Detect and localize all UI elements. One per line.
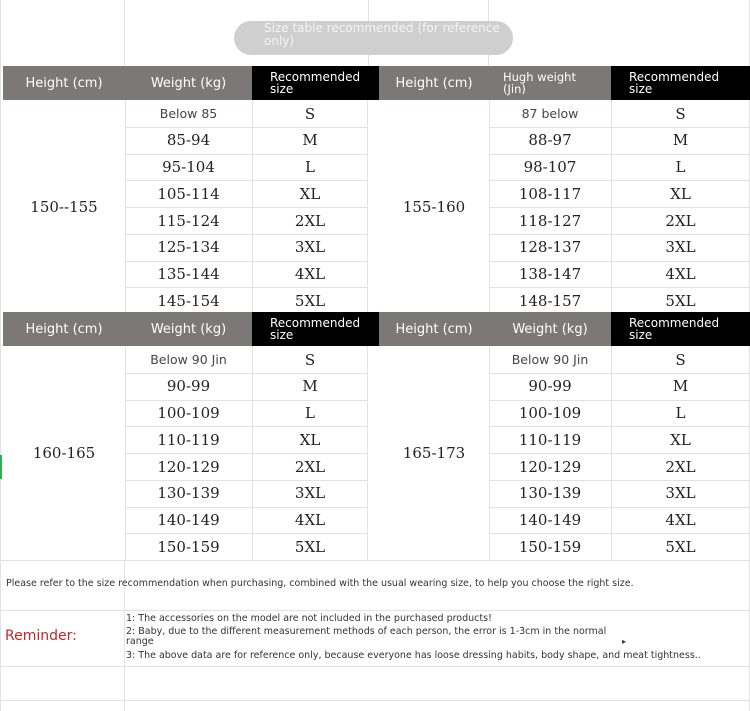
weight-cell: 115-124 — [157, 211, 220, 230]
size-cell: XL — [670, 184, 691, 203]
size-cell: 5XL — [665, 291, 696, 310]
weight-cell: 125-134 — [157, 238, 220, 257]
header-weight — [489, 66, 625, 100]
header-height: Height (cm) — [3, 66, 125, 100]
weight-cell: Below 90 Jin — [511, 352, 589, 367]
weight-cell: 110-119 — [157, 430, 220, 449]
height-range: 155-160 — [402, 198, 466, 216]
size-cell: 3XL — [294, 484, 326, 503]
height-range: 160-165 — [32, 444, 96, 462]
weight-cell: 87 below — [521, 106, 579, 121]
size-cell: S — [304, 104, 316, 123]
weight-cell: 88-97 — [528, 131, 572, 150]
weight-cell: 130-139 — [518, 484, 582, 503]
page-grid-line — [124, 0, 125, 66]
size-cell: 2XL — [665, 457, 696, 476]
weight-cell: 120-129 — [518, 457, 582, 476]
cursor-arrow-icon: ▸ — [622, 637, 627, 646]
weight-cell: 140-149 — [157, 511, 220, 529]
reminder-item-3: 3: The above data are for reference only, because everyone has loose dressing habits, body shape, and meat tightness.. — [126, 650, 701, 661]
weight-cell: Below 90 Jin — [150, 352, 227, 367]
weight-cell: 120-129 — [157, 457, 220, 476]
header-size-text: Recommended size — [629, 70, 720, 96]
size-cell: 5XL — [294, 537, 326, 556]
size-cell: 3XL — [665, 484, 696, 503]
weight-cell: 110-119 — [518, 430, 582, 449]
header-size-text: Recommended size — [270, 316, 361, 342]
weight-cell: 148-157 — [518, 291, 582, 310]
weight-cell: Below 85 — [159, 106, 218, 121]
weight-cell: 118-127 — [518, 211, 582, 230]
weight-cell: 130-139 — [157, 484, 220, 503]
header-height: Height (cm) — [3, 312, 125, 346]
size-cell: L — [305, 158, 315, 176]
size-cell: 2XL — [294, 211, 326, 230]
size-note: Please refer to the size recommendation when purchasing, combined with the usual wearing size, to help you choose the right size. — [6, 578, 634, 589]
header-recommended-size — [611, 66, 750, 100]
size-cell: 4XL — [665, 511, 696, 529]
header-recommended-size — [252, 312, 386, 346]
page-grid-line — [0, 0, 1, 711]
size-cell: L — [675, 404, 686, 422]
weight-cell: 150-159 — [518, 537, 582, 556]
weight-cell: 150-159 — [157, 537, 220, 556]
weight-cell: 105-114 — [157, 184, 220, 203]
size-cell: S — [675, 350, 686, 369]
size-cell: L — [675, 158, 686, 176]
size-cell: XL — [670, 430, 691, 449]
reminder-item-1: 1: The accessories on the model are not included in the purchased products! — [126, 613, 492, 624]
header-height: Height (cm) — [379, 66, 489, 100]
height-range: 165-173 — [402, 444, 466, 462]
size-cell: M — [672, 377, 689, 396]
weight-cell: 108-117 — [518, 184, 582, 203]
page-grid-line — [0, 610, 750, 611]
page-title: Size table recommended (for reference only) — [264, 21, 500, 48]
reminder-item-2: 2: Baby, due to the different measurement methods of each person, the error is 1-3cm in the normal range — [126, 626, 607, 647]
size-cell: 5XL — [294, 291, 326, 310]
weight-cell: 90-99 — [166, 377, 211, 396]
header-weight: Weight (kg) — [489, 312, 611, 346]
size-cell: 2XL — [294, 457, 326, 476]
weight-cell: 145-154 — [157, 291, 220, 310]
size-cell: 2XL — [665, 211, 696, 230]
size-cell: 4XL — [294, 511, 326, 529]
header-size-text: Recommended size — [629, 316, 720, 342]
weight-cell: 138-147 — [518, 265, 582, 283]
weight-cell: 128-137 — [518, 238, 582, 257]
size-cell: M — [672, 131, 689, 150]
height-range: 150--155 — [30, 198, 98, 216]
size-cell: 4XL — [665, 265, 696, 283]
weight-cell: 135-144 — [157, 265, 220, 283]
title-pill — [234, 21, 513, 55]
size-cell: XL — [299, 184, 321, 203]
size-cell: 3XL — [294, 238, 326, 257]
weight-cell: 140-149 — [518, 511, 582, 529]
weight-cell: 85-94 — [166, 131, 211, 150]
size-cell: M — [302, 377, 318, 396]
header-weight: Weight (kg) — [125, 312, 252, 346]
reminder-label: Reminder: — [5, 628, 77, 644]
header-weight: Weight (kg) — [125, 66, 252, 100]
weight-cell: 98-107 — [523, 158, 577, 176]
size-cell: S — [675, 104, 686, 123]
header-size-text: Recommended size — [270, 70, 361, 96]
size-cell: 4XL — [294, 265, 326, 283]
header-recommended-size — [252, 66, 386, 100]
header-height: Height (cm) — [379, 312, 489, 346]
header-weight-text: Hugh weight (Jin) — [503, 70, 576, 96]
page-grid-line — [0, 666, 750, 667]
size-cell: M — [302, 131, 318, 150]
weight-cell: 100-109 — [157, 404, 220, 422]
size-cell: L — [305, 404, 315, 422]
weight-cell: 95-104 — [162, 158, 215, 176]
weight-cell: 90-99 — [528, 377, 572, 396]
page-grid-line — [0, 700, 750, 701]
weight-cell: 100-109 — [518, 404, 582, 422]
size-cell: 5XL — [665, 537, 696, 556]
size-cell: S — [304, 350, 316, 369]
size-cell: 3XL — [665, 238, 696, 257]
green-marker — [0, 455, 2, 479]
size-cell: XL — [299, 430, 321, 449]
header-recommended-size — [611, 312, 750, 346]
